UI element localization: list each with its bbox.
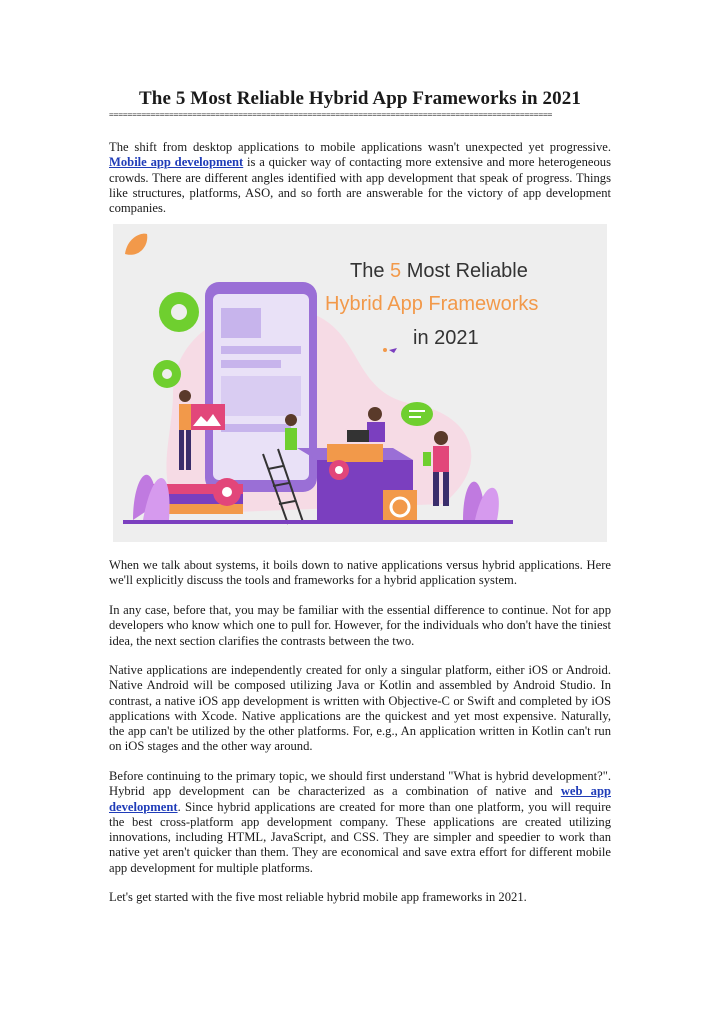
person-figure [433,446,449,472]
image-card [189,404,225,430]
web-app-development-link[interactable]: web app development [109,784,611,814]
mobile-app-development-link[interactable]: Mobile app development [109,155,244,170]
title-underline-rule: ================================================================================================ [109,112,553,118]
paragraph-5 [109,769,611,876]
person-figure [179,404,191,430]
person-figure [285,428,297,450]
paragraph-2: When we talk about systems, it boils down to native applications versus hybrid applications. Here we'll explicitly discuss the tools and frameworks for a hybrid application system. [109,558,611,588]
hero-illustration [113,224,607,542]
chat-bubble-icon [401,402,433,426]
page-title: The 5 Most Reliable Hybrid App Frameworks in 2021 [139,88,581,109]
paragraph-3: In any case, before that, you may be familiar with the essential difference to continue. Not for app developers who know which one to pull for. However, for the individuals who don't have the tiniest idea, the next section clarifies the contrasts between the two. [109,603,611,648]
laptop-icon [347,430,369,442]
intro-paragraph [109,140,611,216]
paragraph-5-start: Before continuing to the primary topic, we should first understand "What is hybrid development?". Hybrid app development can be characterized as a combination of native and [109,769,611,799]
hero-line3: in 2021 [413,327,479,349]
paragraph-4: Native applications are independently created for only a singular platform, either iOS or Android. Native Android will be composed utilizing Java or Kotlin and assembled by Android Studio. In contrast, a native iOS app development is written with Objective-C or Swift and completed by iOS applications with Xcode. Native applications are the quickest and yet most expensive. Naturally, the app can't be utilized by the other platforms. For, e.g., An application written in Kotlin can't run on iOS stages and the other way around. [109,663,611,754]
person-figure [367,422,385,442]
at-sign-icon [383,490,417,524]
paragraph-5-end: . Since hybrid applications are created for more than one platform, you will require the best cross-platform app development company. These applications are created utilizing innovations, including HTML, JavaScript, and CSS. They are simpler and speedier to work than native yet aren't quicker than them. They are economical and save extra effort for different mobile app development for multiple platforms. [109,799,611,875]
paragraph-6: Let's get started with the five most reliable hybrid mobile app frameworks in 2021. [109,890,527,904]
hero-line2: Hybrid App Frameworks [325,293,539,315]
intro-text-start: The shift from desktop applications to mobile applications wasn't unexpected yet progressive. [109,140,611,154]
hero-line1: The 5 Most Reliable [350,260,528,282]
intro-text-end: is a quicker way of contacting more extensive and more heterogeneous crowds. There are different angles identified with app development that speak of progress. Things like structures, platforms, ASO, and so forth are answerable for the victory of app development companies. [109,155,611,216]
